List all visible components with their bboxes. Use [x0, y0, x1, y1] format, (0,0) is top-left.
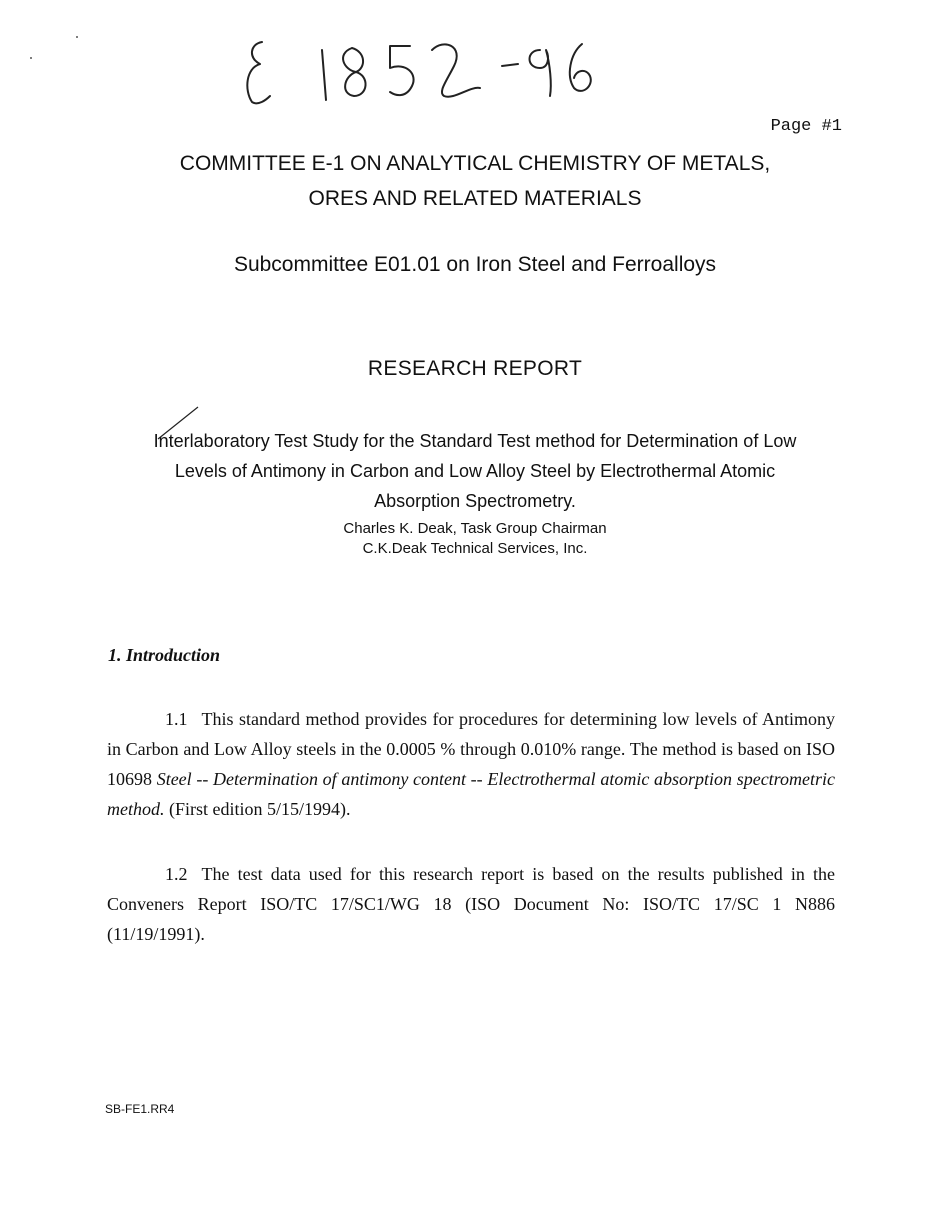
paragraph-text-end: (First edition 5/15/1994). [164, 799, 351, 819]
footer-document-code: SB-FE1.RR4 [105, 1102, 175, 1116]
paragraph-text: This standard method provides for procedures for determining low levels of Antimony in Carbon and Low Alloy steels in the 0.0005 % through 0.010% range. The method is based on ISO 10698 [107, 709, 835, 789]
handwritten-note [240, 30, 640, 110]
paragraph-text: The test data used for this research report is based on the results published in the Conveners Report ISO/TC 17/SC1/WG 18 (ISO Document No: ISO/TC 17/SC 1 N886 (11/19/1991). [107, 864, 835, 944]
page-number: Page #1 [770, 117, 842, 136]
paragraph-number: 1.2 [165, 864, 188, 884]
subcommittee-title: Subcommittee E01.01 on Iron Steel and Ferroalloys [233, 253, 717, 276]
committee-title [0, 146, 950, 216]
study-title-line-1: Interlaboratory Test Study for the Standard Test method for Determination of Low [153, 431, 797, 451]
paragraph-1-2 [107, 859, 835, 949]
study-title-line-3: Absorption Spectrometry. [374, 491, 576, 511]
report-label: RESEARCH REPORT [367, 357, 583, 380]
scan-speck [76, 36, 78, 38]
paragraph-1-1 [107, 704, 835, 824]
scan-speck [30, 57, 32, 59]
paragraph-italic-title: Steel -- Determination of antimony content -- Electrothermal atomic absorption spectrometric method. [107, 769, 836, 819]
task-group-chair [0, 519, 950, 559]
chair-company: C.K.Deak Technical Services, Inc. [362, 540, 588, 557]
committee-title-line-2: ORES AND RELATED MATERIALS [308, 187, 642, 210]
chair-name: Charles K. Deak, Task Group Chairman [343, 520, 607, 537]
committee-title-line-1: COMMITTEE E-1 ON ANALYTICAL CHEMISTRY OF METALS, [179, 152, 771, 175]
study-title-line-2: Levels of Antimony in Carbon and Low Alloy Steel by Electrothermal Atomic [174, 461, 776, 481]
study-title [120, 426, 830, 516]
introduction-heading: 1. Introduction [108, 645, 221, 665]
paragraph-number: 1.1 [165, 709, 188, 729]
